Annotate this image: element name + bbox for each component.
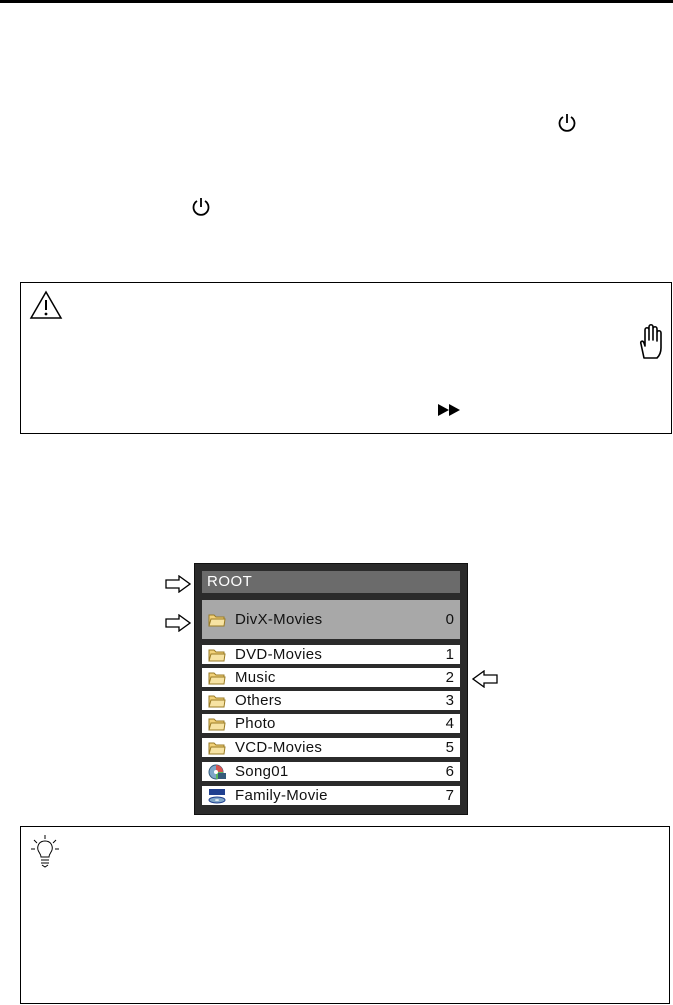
hand-stop-icon <box>635 322 667 362</box>
mp3-disc-icon <box>208 764 226 780</box>
menu-item-dvd-movies[interactable] <box>202 645 460 664</box>
menu-item-label: Photo <box>235 715 276 732</box>
menu-item-vcd-movies[interactable] <box>202 738 460 757</box>
menu-item-song01[interactable] <box>202 762 460 781</box>
menu-item-label: Song01 <box>235 763 289 780</box>
arrow-right-outline-icon <box>165 614 191 632</box>
vcd-disc-icon <box>208 788 226 804</box>
power-icon <box>191 196 211 218</box>
warning-triangle-icon <box>29 290 63 320</box>
menu-item-others[interactable] <box>202 691 460 710</box>
menu-item-label: Others <box>235 692 282 709</box>
folder-icon <box>208 612 226 628</box>
caution-box <box>20 282 672 434</box>
menu-item-music[interactable] <box>202 668 460 687</box>
folder-icon <box>208 740 226 756</box>
arrow-right-outline-icon <box>165 575 191 593</box>
menu-item-number: 6 <box>445 763 454 780</box>
menu-item-number: 1 <box>445 646 454 663</box>
power-icon <box>557 112 577 134</box>
folder-icon <box>208 693 226 709</box>
menu-item-number: 0 <box>445 611 454 628</box>
menu-item-label: Family-Movie <box>235 787 328 804</box>
menu-item-family-movie[interactable] <box>202 786 460 805</box>
menu-item-number: 3 <box>445 692 454 709</box>
menu-header-root: ROOT <box>202 571 460 593</box>
menu-item-label: Music <box>235 669 276 686</box>
menu-item-number: 2 <box>445 669 454 686</box>
menu-item-photo[interactable] <box>202 714 460 733</box>
tip-box <box>20 826 670 1004</box>
menu-item-number: 5 <box>445 739 454 756</box>
menu-item-divx-movies[interactable] <box>202 600 460 639</box>
header-rule <box>0 0 673 3</box>
folder-icon <box>208 716 226 732</box>
menu-item-label: DVD-Movies <box>235 646 323 663</box>
lightbulb-icon <box>29 834 61 868</box>
arrow-left-outline-icon <box>472 670 498 688</box>
file-browser-menu <box>194 563 468 815</box>
menu-item-label: VCD-Movies <box>235 739 323 756</box>
menu-item-label: DivX-Movies <box>235 611 323 628</box>
fast-forward-icon <box>437 403 463 417</box>
folder-icon <box>208 647 226 663</box>
menu-item-number: 7 <box>445 787 454 804</box>
menu-item-number: 4 <box>445 715 454 732</box>
folder-icon <box>208 670 226 686</box>
